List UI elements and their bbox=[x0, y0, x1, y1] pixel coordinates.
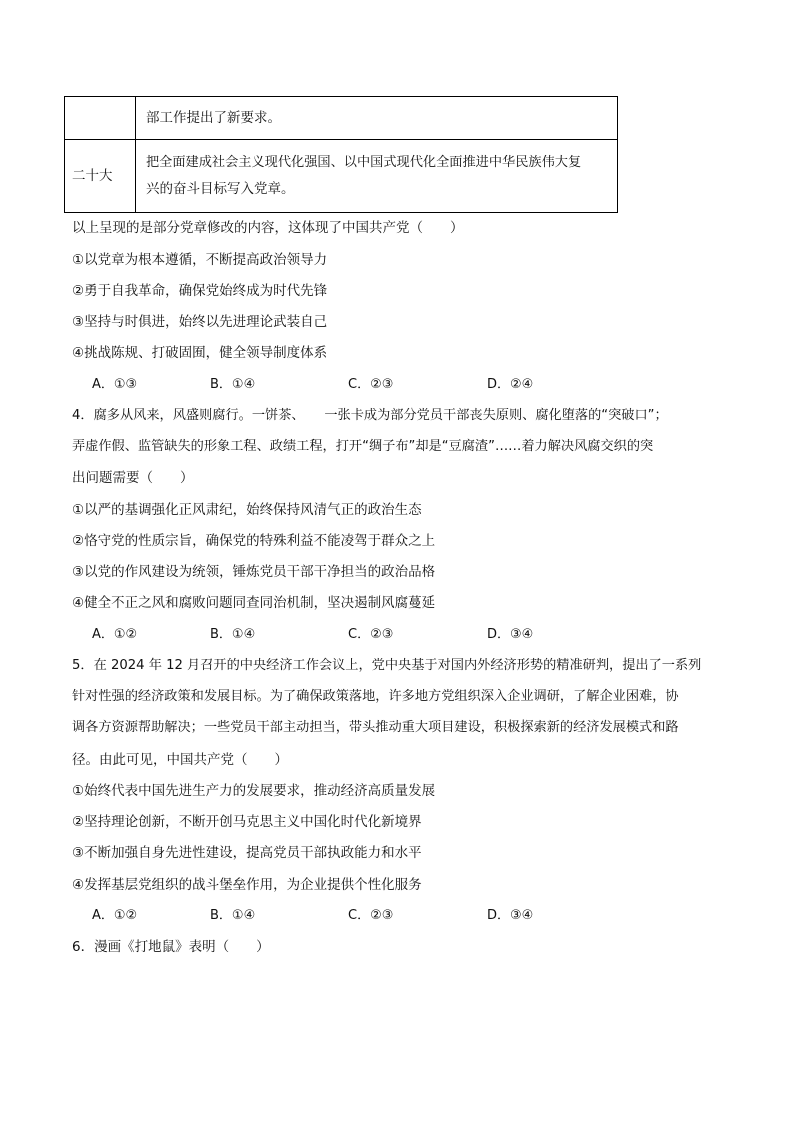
question-5-item-3: ③不断加强自身先进性建设，提高党员干部执政能力和水平 bbox=[72, 845, 422, 861]
question-5-stem-line-2: 针对性强的经济政策和发展目标。为了确保政策落地，许多地方党组织深入企业调研，了解企业困难，协 bbox=[72, 689, 679, 704]
question-6-stem: 6．漫画《打地鼠》表明（ ） bbox=[72, 939, 270, 955]
question-5-stem-line-1: 5．在 2024 年 12 月召开的中央经济工作会议上，党中央基于对国内外经济形势的精准研判，提出了一系列 bbox=[72, 658, 702, 673]
option-b[interactable]: B．①④ bbox=[210, 627, 256, 642]
option-c[interactable]: C．②③ bbox=[348, 627, 394, 642]
option-b[interactable]: B．①④ bbox=[210, 908, 256, 923]
option-d[interactable]: D．②④ bbox=[487, 377, 534, 392]
question-4-item-3: ③以党的作风建设为统领，锤炼党员干部干净担当的政治品格 bbox=[72, 564, 436, 580]
option-d[interactable]: D．③④ bbox=[487, 627, 534, 642]
option-c[interactable]: C．②③ bbox=[348, 377, 394, 392]
table-cell-content: 把全面建成社会主义现代化强国、以中国式现代化全面推进中华民族伟大复 兴的奋斗目标写入党章。 bbox=[136, 140, 618, 213]
option-c[interactable]: C．②③ bbox=[348, 908, 394, 923]
party-constitution-table bbox=[64, 96, 618, 213]
option-b[interactable]: B．①④ bbox=[210, 377, 256, 392]
option-d[interactable]: D．③④ bbox=[487, 908, 534, 923]
question-4-options bbox=[92, 625, 533, 645]
table-row bbox=[65, 140, 618, 213]
question-3-item-4: ④挑战陈规、打破固囿，健全领导制度体系 bbox=[72, 345, 328, 361]
question-3-stem: 以上呈现的是部分党章修改的内容，这体现了中国共产党（ ） bbox=[72, 220, 464, 236]
question-4-item-4: ④健全不正之风和腐败问题同查同治机制，坚决遏制风腐蔓延 bbox=[72, 595, 436, 611]
question-4-stem-line-1: 4．腐多从风来，风盛则腐行。一饼茶、 一张卡成为部分党员干部丧失原则、腐化堕落的“突破口”； bbox=[72, 408, 668, 423]
question-4-stem-line-2: 弄虚作假、监管缺失的形象工程、政绩工程，打开“绸子布”却是“豆腐渣”……着力解决风腐交织的突 bbox=[72, 439, 654, 454]
question-3-options bbox=[92, 375, 533, 395]
question-3-item-2: ②勇于自我革命，确保党始终成为时代先锋 bbox=[72, 283, 328, 299]
option-a[interactable]: A．①③ bbox=[92, 377, 138, 392]
question-3-item-1: ①以党章为根本遵循，不断提高政治领导力 bbox=[72, 252, 328, 268]
question-4-stem-line-3: 出问题需要（ ） bbox=[72, 470, 194, 486]
question-5-options bbox=[92, 906, 533, 926]
table-cell-content: 部工作提出了新要求。 bbox=[136, 97, 618, 140]
table-cell-label bbox=[65, 97, 136, 140]
question-4-item-1: ①以严的基调强化正风肃纪，始终保持风清气正的政治生态 bbox=[72, 502, 422, 518]
question-5-stem-line-4: 径。由此可见，中国共产党（ ） bbox=[72, 752, 288, 768]
question-5-item-1: ①始终代表中国先进生产力的发展要求，推动经济高质量发展 bbox=[72, 783, 436, 799]
option-a[interactable]: A．①② bbox=[92, 627, 138, 642]
option-a[interactable]: A．①② bbox=[92, 908, 138, 923]
question-5-item-2: ②坚持理论创新，不断开创马克思主义中国化时代化新境界 bbox=[72, 814, 422, 830]
question-3-item-3: ③坚持与时俱进，始终以先进理论武装自己 bbox=[72, 314, 328, 330]
question-5-item-4: ④发挥基层党组织的战斗堡垒作用，为企业提供个性化服务 bbox=[72, 877, 422, 893]
question-5-stem-line-3: 调各方资源帮助解决；一些党员干部主动担当，带头推动重大项目建设，积极探索新的经济发展模式和路 bbox=[72, 720, 679, 735]
table-cell-label: 二十大 bbox=[65, 140, 136, 213]
table-row bbox=[65, 97, 618, 140]
question-4-item-2: ②恪守党的性质宗旨，确保党的特殊利益不能凌驾于群众之上 bbox=[72, 533, 436, 549]
